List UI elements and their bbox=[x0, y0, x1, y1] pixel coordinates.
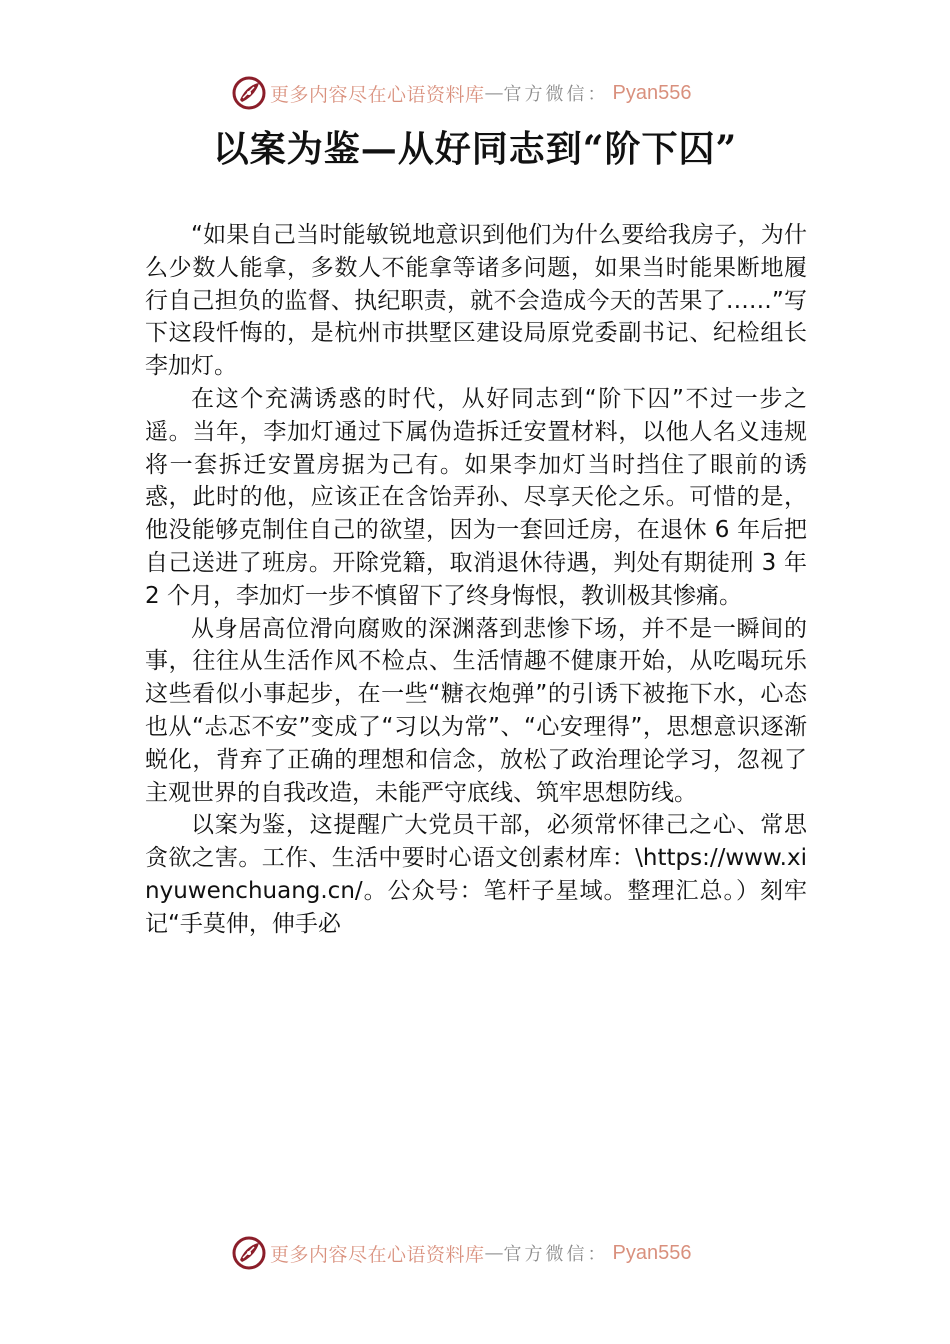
watermark-dash: — bbox=[484, 1242, 504, 1264]
watermark-wechat-label: 官方微信： bbox=[503, 1244, 609, 1265]
paragraph: 以案为鉴，这提醒广大党员干部，必须常怀律己之心、常思贪欲之害。工作、生活中要时心语文创素材库：\https://www.xinyuwenchuang.cn/。公众号：笔杆子星域。整理汇总。）刻牢记“手莫伸，伸手必 bbox=[145, 812, 807, 937]
paragraph: 从身居高位滑向腐败的深渊落到悲惨下场，并不是一瞬间的事，往往从生活作风不检点、生活情趣不健康开始，从吃喝玩乐这些看似小事起步，在一些“糖衣炮弹”的引诱下被拖下水，心态也从“忐忑不安”变成了“习以为常”、“心安理得”，思想意识逐渐蜕化，背弃了正确的理想和信念，放松了政治理论学习，忽视了主观世界的自我改造，未能严守底线、筑牢思想防线。 bbox=[145, 615, 807, 806]
watermark-main-text: 更多内容尽在心语资料库 bbox=[270, 1243, 485, 1266]
watermark-main-text: 更多内容尽在心语资料库 bbox=[270, 83, 485, 106]
document-body bbox=[145, 219, 807, 941]
watermark-wechat-id: Pyan556 bbox=[612, 81, 692, 104]
pen-nib-logo-icon bbox=[232, 1236, 266, 1270]
watermark-dash: — bbox=[484, 82, 504, 104]
watermark-wechat-label: 官方微信： bbox=[503, 84, 609, 105]
paragraph: “如果自己当时能敏锐地意识到他们为什么要给我房子，为什么少数人能拿，多数人不能拿等诸多问题，如果当时能果断地履行自己担负的监督、执纪职责，就不会造成今天的苦果了……”写下这段忏悔的，是杭州市拱墅区建设局原党委副书记、纪检组长李加灯。 bbox=[145, 222, 807, 380]
header-watermark bbox=[232, 73, 691, 113]
document-title: 以案为鉴—从好同志到“阶下囚” bbox=[212, 128, 738, 170]
footer-watermark bbox=[232, 1233, 691, 1273]
paragraph: 在这个充满诱惑的时代，从好同志到“阶下囚”不过一步之遥。当年，李加灯通过下属伪造拆迁安置材料，以他人名义违规将一套拆迁安置房据为己有。如果李加灯当时挡住了眼前的诱惑，此时的他，应该正在含饴弄孙、尽享天伦之乐。可惜的是，他没能够克制住自己的欲望，因为一套回迁房，在退休 6 年后把自己送进了班房。开除党籍，取消退休待遇，判处有期徒刑 3 年 2 个月，李加灯一步不慎留下了终身悔恨，教训极其惨痛。 bbox=[145, 385, 807, 609]
pen-nib-logo-icon bbox=[232, 76, 266, 110]
watermark-wechat-id: Pyan556 bbox=[612, 1241, 692, 1264]
